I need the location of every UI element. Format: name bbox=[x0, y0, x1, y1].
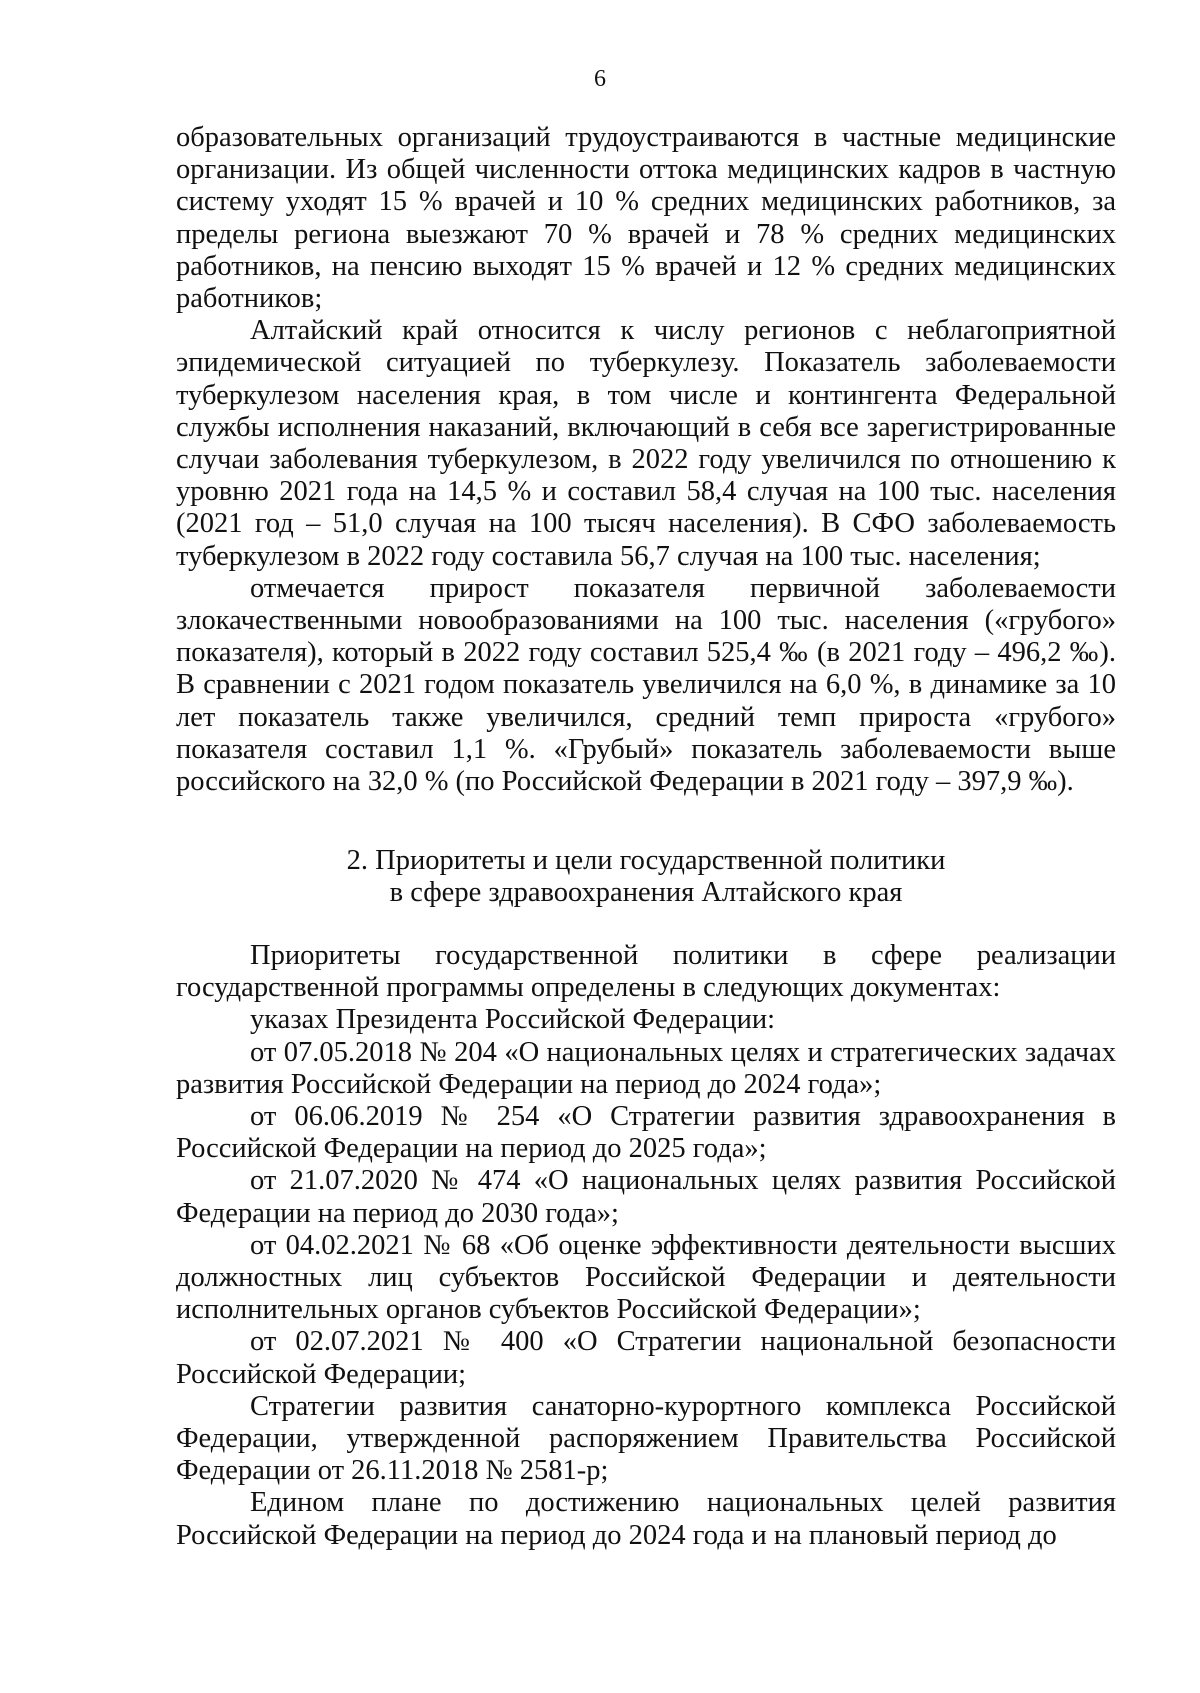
paragraph-decree-204: от 07.05.2018 № 204 «О национальных целях и стратегических задачах развития Российской Федерации на период до 2024 года»; bbox=[176, 1036, 1116, 1100]
section-heading-line-2: в сфере здравоохранения Алтайского края bbox=[389, 877, 903, 909]
section-heading bbox=[176, 845, 1116, 909]
section-text-block bbox=[176, 940, 1116, 1552]
paragraph-tuberculosis: Алтайский край относится к числу регионов с неблагоприятной эпидемической ситуацией по туберкулезу. Показатель заболеваемости туберкулезом населения края, в том числе и контингента Федеральной службы исполнения наказаний, включающий в себя все зарегистрированные случаи заболевания туберкулезом, в 2022 году увеличился по отношению к уровню 2021 года на 14,5 % и составил 58,4 случая на 100 тыс. населения (2021 год – 51,0 случая на 100 тысяч населения). В СФО заболеваемость туберкулезом в 2022 году составила 56,7 случая на 100 тыс. населения; bbox=[176, 315, 1116, 572]
paragraph-decree-474: от 21.07.2020 № 474 «О национальных целях развития Российской Федерации на период до 2030 года»; bbox=[176, 1165, 1116, 1229]
section-heading-line-1: 2. Приоритеты и цели государственной политики bbox=[346, 845, 946, 876]
paragraph-priorities-intro: Приоритеты государственной политики в сфере реализации государственной программы определены в следующих документах: bbox=[176, 940, 1116, 1004]
paragraph-decree-254: от 06.06.2019 № 254 «О Стратегии развития здравоохранения в Российской Федерации на период до 2025 года»; bbox=[176, 1101, 1116, 1165]
paragraph-staff-outflow: образовательных организаций трудоустраиваются в частные медицинские организации. Из общей численности оттока медицинских кадров в частную систему уходят 15 % врачей и 10 % средних медицинских работников, за пределы региона выезжают 70 % врачей и 78 % средних медицинских работников, на пенсию выходят 15 % врачей и 12 % средних медицинских работников; bbox=[176, 122, 1116, 315]
paragraph-oncology: отмечается прирост показателя первичной заболеваемости злокачественными новообразованиями на 100 тыс. населения («грубого» показателя), который в 2022 году составил 525,4 ‰ (в 2021 году – 496,2 ‰). В сравнении с 2021 годом показатель увеличился на 6,0 %, в динамике за 10 лет показатель также увеличился, средний темп прироста «грубого» показателя составил 1,1 %. «Грубый» показатель заболеваемости выше российского на 32,0 % (по Российской Федерации в 2021 году – 397,9 ‰). bbox=[176, 572, 1116, 798]
paragraph-decree-400: от 02.07.2021 № 400 «О Стратегии национальной безопасности Российской Федерации; bbox=[176, 1326, 1116, 1390]
page-number: 6 bbox=[594, 66, 606, 92]
intro-text-block bbox=[176, 122, 1116, 798]
paragraph-unified-plan: Едином плане по достижению национальных целей развития Российской Федерации на период до 2024 года и на плановый период до bbox=[176, 1487, 1116, 1551]
paragraph-sanatorium-strategy: Стратегии развития санаторно-курортного комплекса Российской Федерации, утвержденной распоряжением Правительства Российской Федерации от 26.11.2018 № 2581-р; bbox=[176, 1390, 1116, 1487]
paragraph-decree-68: от 04.02.2021 № 68 «Об оценке эффективности деятельности высших должностных лиц субъектов Российской Федерации и деятельности исполнительных органов субъектов Российской Федерации»; bbox=[176, 1229, 1116, 1326]
paragraph-presidential-decrees: указах Президента Российской Федерации: bbox=[250, 1004, 776, 1036]
